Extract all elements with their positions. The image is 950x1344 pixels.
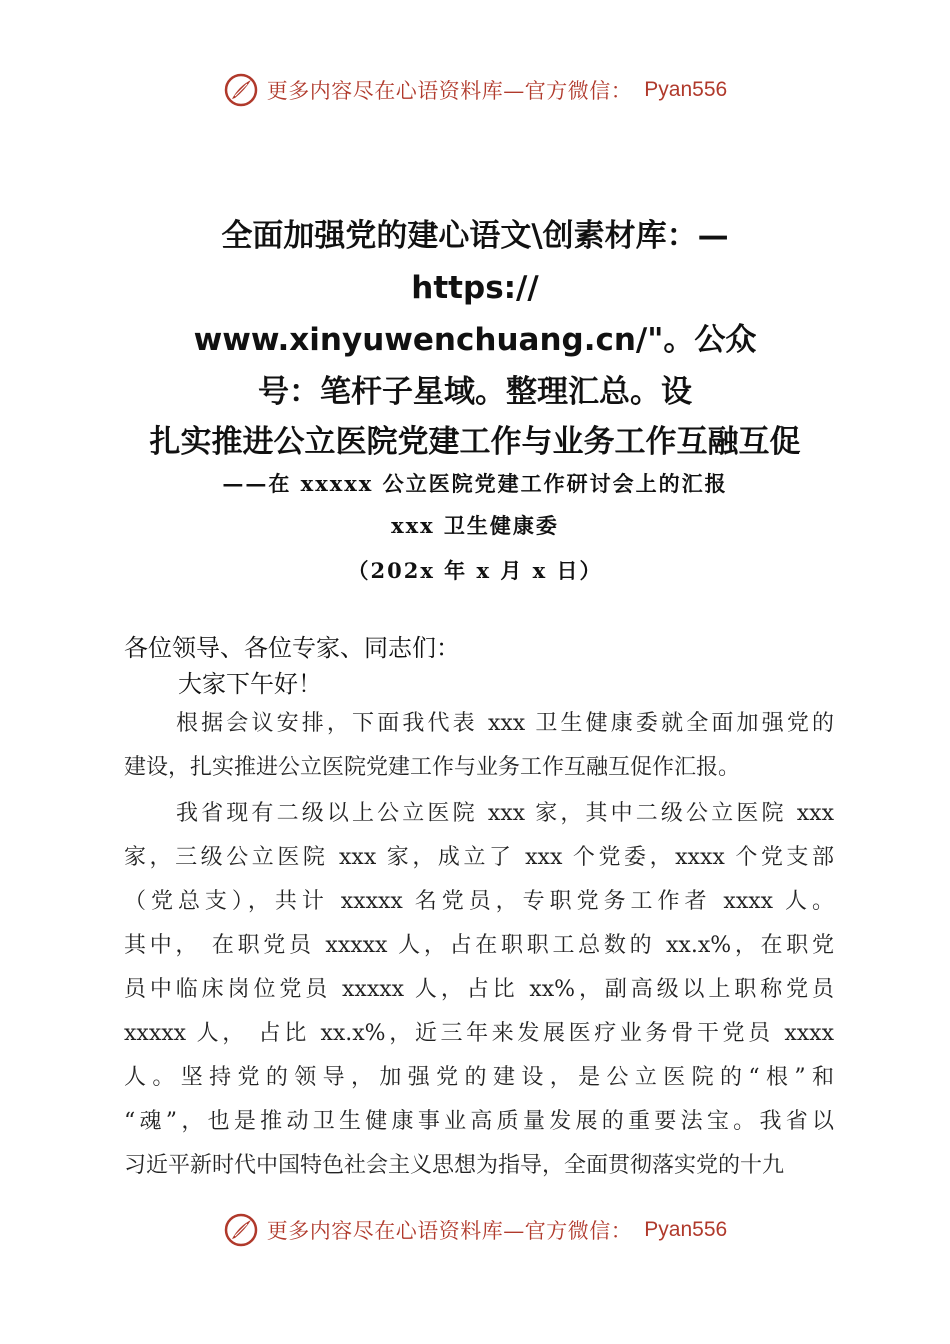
paragraph-2-line-5: 员中临床岗位党员 xxxxx 人，占比 xx%，副高级以上职称党员 <box>124 977 834 1002</box>
banner-text: 更多内容尽在心语资料库—官方微信： <box>266 1219 633 1243</box>
feather-pen-seal-icon <box>223 72 259 108</box>
footer-banner <box>0 1212 950 1248</box>
paragraph-2-line-9: 习近平新时代中国特色社会主义思想为指导，全面贯彻落实党的十九 <box>124 1153 785 1178</box>
wechat-id: Pyan556 <box>644 1218 728 1241</box>
date: （202x 年 x 月 x 日） <box>347 558 603 583</box>
title-line-3: www.xinyuwenchuang.cn/"。公众 <box>193 322 757 358</box>
title-line-4: 号：笔杆子星域。整理汇总。设 <box>258 374 692 410</box>
feather-pen-seal-icon <box>223 1212 259 1248</box>
paragraph-1-line-2: 建设，扎实推进公立医院党建工作与业务工作互融互促作汇报。 <box>124 755 741 780</box>
paragraph-2-line-2: 家，三级公立医院 xxx 家，成立了 xxx 个党委，xxxx 个党支部 <box>124 845 834 870</box>
title-line-1: 全面加强党的建心语文\创素材库：— <box>221 218 729 254</box>
paragraph-2-line-1: 我省现有二级以上公立医院 xxx 家，其中二级公立医院 xxx <box>176 801 834 826</box>
salutation: 各位领导、各位专家、同志们： <box>124 634 460 662</box>
header-banner <box>0 72 950 108</box>
paragraph-2-line-7: 人。坚持党的领导，加强党的建设，是公立医院的“根”和 <box>124 1065 834 1090</box>
subtitle: ——在 xxxxx 公立医院党建工作研讨会上的汇报 <box>222 471 728 496</box>
greeting: 大家下午好！ <box>178 670 322 698</box>
paragraph-2-line-8: “魂”，也是推动卫生健康事业高质量发展的重要法宝。我省以 <box>124 1109 834 1134</box>
paragraph-2-line-4: 其中， 在职党员 xxxxx 人，占在职职工总数的 xx.x%，在职党 <box>124 933 834 958</box>
author: xxx 卫生健康委 <box>391 513 559 538</box>
paragraph-1-line-1: 根据会议安排，下面我代表 xxx 卫生健康委就全面加强党的 <box>176 711 834 736</box>
wechat-id: Pyan556 <box>644 78 728 101</box>
document-title: 扎实推进公立医院党建工作与业务工作互融互促 <box>149 424 801 460</box>
banner-text: 更多内容尽在心语资料库—官方微信： <box>266 79 633 103</box>
paragraph-2-line-3: （党总支），共计 xxxxx 名党员，专职党务工作者 xxxx 人。 <box>124 889 834 914</box>
title-line-2: https:// <box>411 270 539 306</box>
paragraph-2-line-6: xxxxx 人， 占比 xx.x%，近三年来发展医疗业务骨干党员 xxxx <box>124 1021 834 1046</box>
